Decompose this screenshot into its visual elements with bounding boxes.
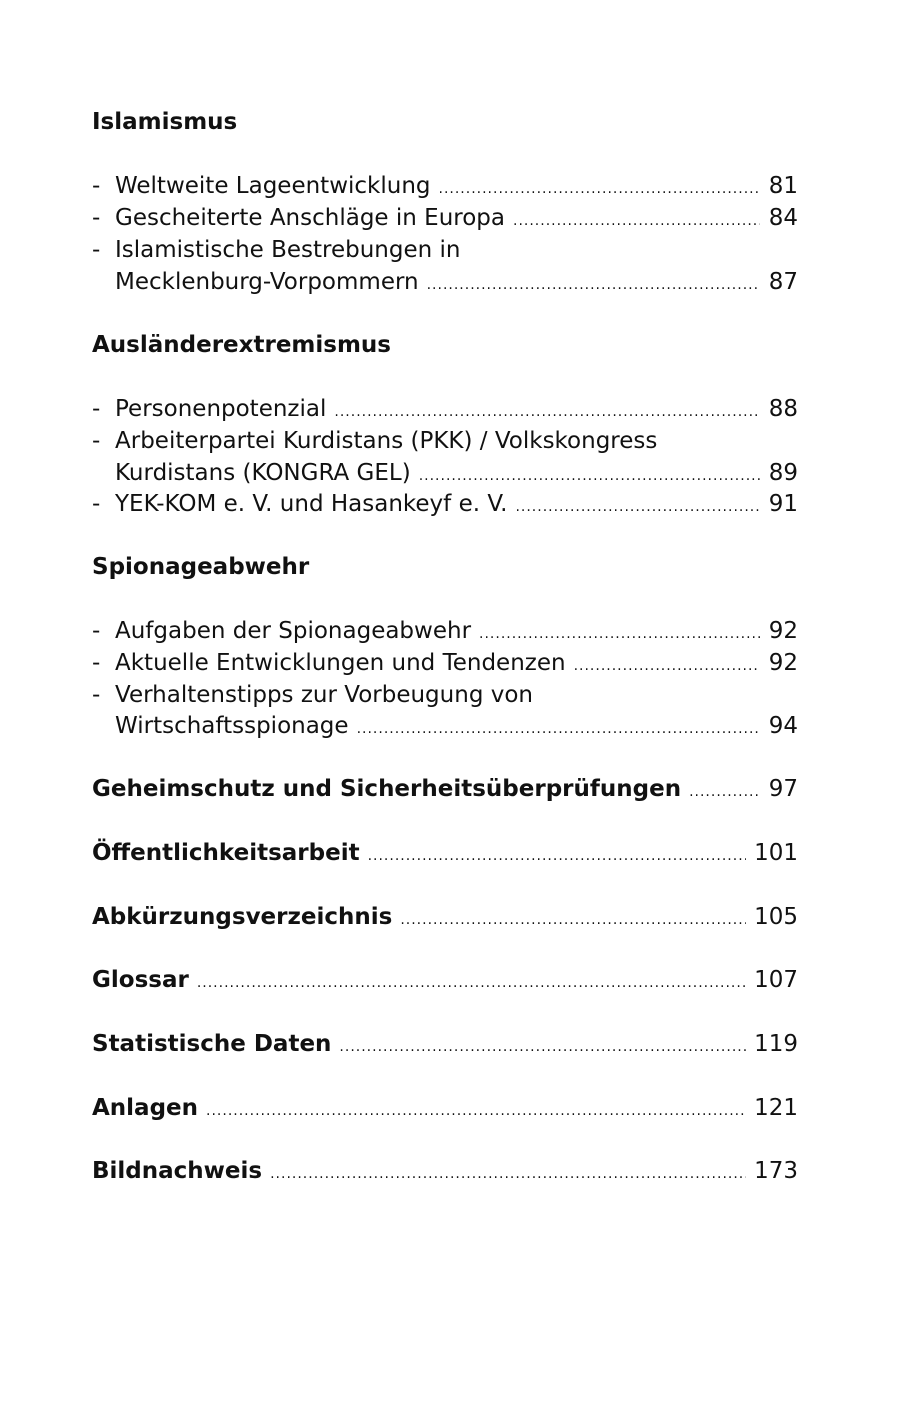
page-number: 87	[768, 269, 798, 295]
page-number: 81	[768, 173, 798, 199]
section-heading-spionageabwehr	[92, 551, 798, 583]
list-dash: -	[92, 491, 101, 517]
toc-entry-label: Verhaltenstipps zur Vorbeugung von	[115, 682, 533, 708]
dot-leader	[270, 1158, 746, 1190]
toc-entry-continuation[interactable]	[92, 266, 798, 298]
toc-entry[interactable]	[92, 234, 798, 266]
dot-leader	[357, 713, 760, 745]
toc-entry-label: Arbeiterpartei Kurdistans (PKK) / Volkskongress	[115, 428, 658, 454]
toc-entry[interactable]	[92, 615, 798, 647]
toc-entry[interactable]	[92, 425, 798, 457]
toc-chapter-label: Öffentlichkeitsarbeit	[92, 840, 360, 866]
page-number: 173	[754, 1158, 798, 1184]
section-heading-label: Ausländerextremismus	[92, 332, 391, 358]
toc-chapter-label: Geheimschutz und Sicherheitsüberprüfungen	[92, 776, 682, 802]
section-heading-islamismus	[92, 106, 798, 138]
toc-entry[interactable]	[92, 679, 798, 711]
toc-entry-continuation[interactable]	[92, 457, 798, 489]
toc-chapter-geheimschutz[interactable]	[92, 773, 798, 805]
dot-leader	[515, 491, 760, 523]
dot-leader	[339, 1031, 746, 1063]
dot-leader	[689, 776, 760, 808]
section-heading-auslaenderextremismus	[92, 329, 798, 361]
page-number: 97	[768, 776, 798, 802]
list-dash: -	[92, 428, 101, 454]
toc-entry-label: Weltweite Lageentwicklung	[115, 173, 431, 199]
section-heading-label: Islamismus	[92, 109, 238, 135]
toc-entry-label-cont: Mecklenburg-Vorpommern	[115, 269, 419, 295]
list-dash: -	[92, 396, 101, 422]
toc-entry-label: Aktuelle Entwicklungen und Tendenzen	[115, 650, 566, 676]
toc-chapter-bildnachweis[interactable]	[92, 1155, 798, 1187]
toc-chapter-glossar[interactable]	[92, 964, 798, 996]
page-number: 84	[768, 205, 798, 231]
dot-leader	[334, 396, 760, 428]
toc-entry-label: YEK-KOM e. V. und Hasankeyf e. V.	[115, 491, 508, 517]
list-dash: -	[92, 173, 101, 199]
toc-entry-label-cont: Kurdistans (KONGRA GEL)	[115, 460, 411, 486]
page-number: 121	[754, 1095, 798, 1121]
toc-chapter-label: Statistische Daten	[92, 1031, 332, 1057]
list-dash: -	[92, 618, 101, 644]
dot-leader	[206, 1095, 746, 1127]
page-number: 91	[768, 491, 798, 517]
dot-leader	[479, 618, 760, 650]
toc-entry[interactable]	[92, 488, 798, 520]
toc-entry-label: Islamistische Bestrebungen in	[115, 237, 461, 263]
list-dash: -	[92, 682, 101, 708]
toc-chapter-label: Anlagen	[92, 1095, 199, 1121]
list-dash: -	[92, 205, 101, 231]
toc-chapter-label: Bildnachweis	[92, 1158, 263, 1184]
dot-leader	[574, 650, 760, 682]
dot-leader	[513, 205, 760, 237]
toc-chapter-label: Abkürzungsverzeichnis	[92, 904, 393, 930]
dot-leader	[197, 967, 746, 999]
toc-entry-continuation[interactable]	[92, 710, 798, 742]
page-number: 92	[768, 650, 798, 676]
dot-leader	[368, 840, 747, 872]
toc-chapter-anlagen[interactable]	[92, 1092, 798, 1124]
toc-chapter-label: Glossar	[92, 967, 189, 993]
toc-entry-label: Gescheiterte Anschläge in Europa	[115, 205, 505, 231]
dot-leader	[439, 173, 761, 205]
page-number: 119	[754, 1031, 798, 1057]
dot-leader	[400, 904, 746, 936]
toc-entry-label-cont: Wirtschaftsspionage	[115, 713, 349, 739]
toc-entry-label: Aufgaben der Spionageabwehr	[115, 618, 472, 644]
page-number: 107	[754, 967, 798, 993]
toc-chapter-statistische-daten[interactable]	[92, 1028, 798, 1060]
page-number: 88	[768, 396, 798, 422]
toc-chapter-oeffentlichkeitsarbeit[interactable]	[92, 837, 798, 869]
dot-leader	[427, 269, 760, 301]
page-number: 105	[754, 904, 798, 930]
page-number: 94	[768, 713, 798, 739]
list-dash: -	[92, 237, 101, 263]
page-number: 92	[768, 618, 798, 644]
toc-entry[interactable]	[92, 647, 798, 679]
list-dash: -	[92, 650, 101, 676]
page-number: 89	[768, 460, 798, 486]
section-heading-label: Spionageabwehr	[92, 554, 310, 580]
toc-entry-label: Personenpotenzial	[115, 396, 327, 422]
toc-entry[interactable]	[92, 393, 798, 425]
toc-chapter-abkuerzungsverzeichnis[interactable]	[92, 901, 798, 933]
toc-entry[interactable]	[92, 170, 798, 202]
page-number: 101	[754, 840, 798, 866]
toc-entry[interactable]	[92, 202, 798, 234]
